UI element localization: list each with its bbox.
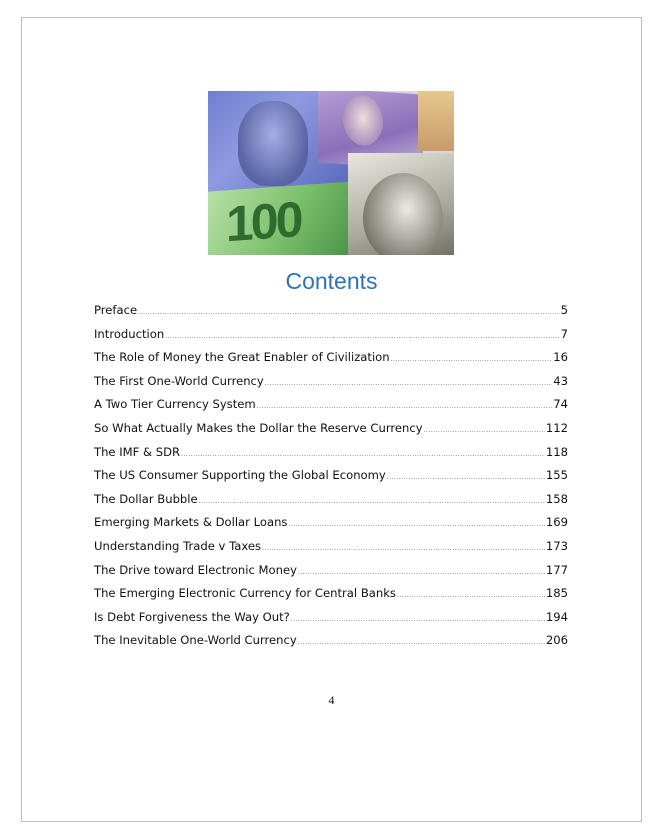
toc-entry-title[interactable]: Preface — [94, 303, 138, 317]
toc-entry[interactable] — [94, 350, 568, 374]
dot-leader — [262, 545, 545, 552]
toc-entry-page: 5 — [560, 303, 568, 317]
dot-leader — [298, 639, 545, 646]
toc-entry-page: 155 — [545, 468, 568, 483]
toc-entry-title[interactable]: Introduction — [94, 326, 165, 341]
toc-entry[interactable] — [94, 633, 568, 657]
toc-entry-page: 173 — [545, 538, 568, 553]
toc-entry-title[interactable]: The US Consumer Supporting the Global Economy — [94, 468, 386, 483]
toc-entry[interactable] — [94, 539, 568, 563]
toc-entry[interactable] — [94, 515, 568, 539]
toc-entry-page: 185 — [545, 586, 568, 601]
dot-leader — [387, 474, 545, 481]
dot-leader — [391, 356, 553, 363]
toc-entry-page: 112 — [545, 420, 568, 435]
dot-leader — [288, 521, 544, 528]
euro-denomination: 100 — [226, 191, 301, 253]
toc-entry-page: 74 — [553, 397, 568, 412]
dot-leader — [165, 333, 559, 340]
dot-leader — [291, 616, 545, 623]
toc-entry-title[interactable]: The Emerging Electronic Currency for Central Banks — [94, 586, 396, 601]
toc-entry-page: 16 — [553, 350, 568, 365]
toc-entry-title[interactable]: The IMF & SDR — [94, 444, 181, 459]
dot-leader — [298, 569, 545, 576]
toc-entry[interactable] — [94, 421, 568, 445]
toc-entry-title[interactable]: So What Actually Makes the Dollar the Reserve Currency — [94, 420, 423, 435]
toc-entry[interactable] — [94, 492, 568, 516]
table-of-contents — [94, 303, 568, 657]
portrait — [363, 173, 443, 255]
dot-leader — [424, 427, 545, 434]
dot-leader — [265, 380, 552, 387]
toc-entry[interactable] — [94, 586, 568, 610]
toc-entry[interactable] — [94, 468, 568, 492]
toc-entry-page: 158 — [545, 491, 568, 506]
toc-entry[interactable] — [94, 397, 568, 421]
toc-entry[interactable] — [94, 445, 568, 469]
toc-entry[interactable] — [94, 610, 568, 634]
toc-entry-title[interactable]: The Inevitable One-World Currency — [94, 633, 297, 648]
toc-entry[interactable] — [94, 374, 568, 398]
dollar-note — [348, 153, 454, 255]
dot-leader — [199, 498, 545, 505]
dot-leader — [181, 451, 545, 458]
toc-entry-title[interactable]: A Two Tier Currency System — [94, 397, 256, 412]
dot-leader — [257, 403, 553, 410]
euro-note — [208, 180, 368, 255]
toc-entry-page: 7 — [560, 326, 568, 341]
contents-heading: Contents — [285, 268, 378, 294]
portrait — [343, 94, 383, 147]
dot-leader — [138, 309, 559, 316]
toc-entry[interactable] — [94, 563, 568, 587]
toc-entry-title[interactable]: Is Debt Forgiveness the Way Out? — [94, 609, 290, 624]
toc-entry-page: 194 — [545, 609, 568, 624]
toc-entry-page: 169 — [545, 515, 568, 530]
portrait — [238, 101, 308, 186]
currency-banknotes-image — [208, 91, 454, 255]
toc-entry[interactable] — [94, 303, 568, 327]
toc-entry-title[interactable]: The Role of Money the Great Enabler of Civilization — [94, 350, 390, 365]
toc-entry-page: 177 — [545, 562, 568, 577]
toc-entry-title[interactable]: Emerging Markets & Dollar Loans — [94, 515, 288, 530]
banknote — [418, 91, 454, 151]
toc-entry-page: 206 — [545, 633, 568, 648]
toc-entry-title[interactable]: The Dollar Bubble — [94, 491, 198, 506]
toc-entry-page: 118 — [545, 444, 568, 459]
page-number: 4 — [328, 693, 335, 707]
toc-entry-title[interactable]: The First One-World Currency — [94, 373, 264, 388]
toc-entry[interactable] — [94, 327, 568, 351]
toc-entry-title[interactable]: Understanding Trade v Taxes — [94, 538, 262, 553]
toc-entry-title[interactable]: The Drive toward Electronic Money — [94, 562, 297, 577]
toc-entry-page: 43 — [553, 373, 568, 388]
dot-leader — [397, 592, 545, 599]
